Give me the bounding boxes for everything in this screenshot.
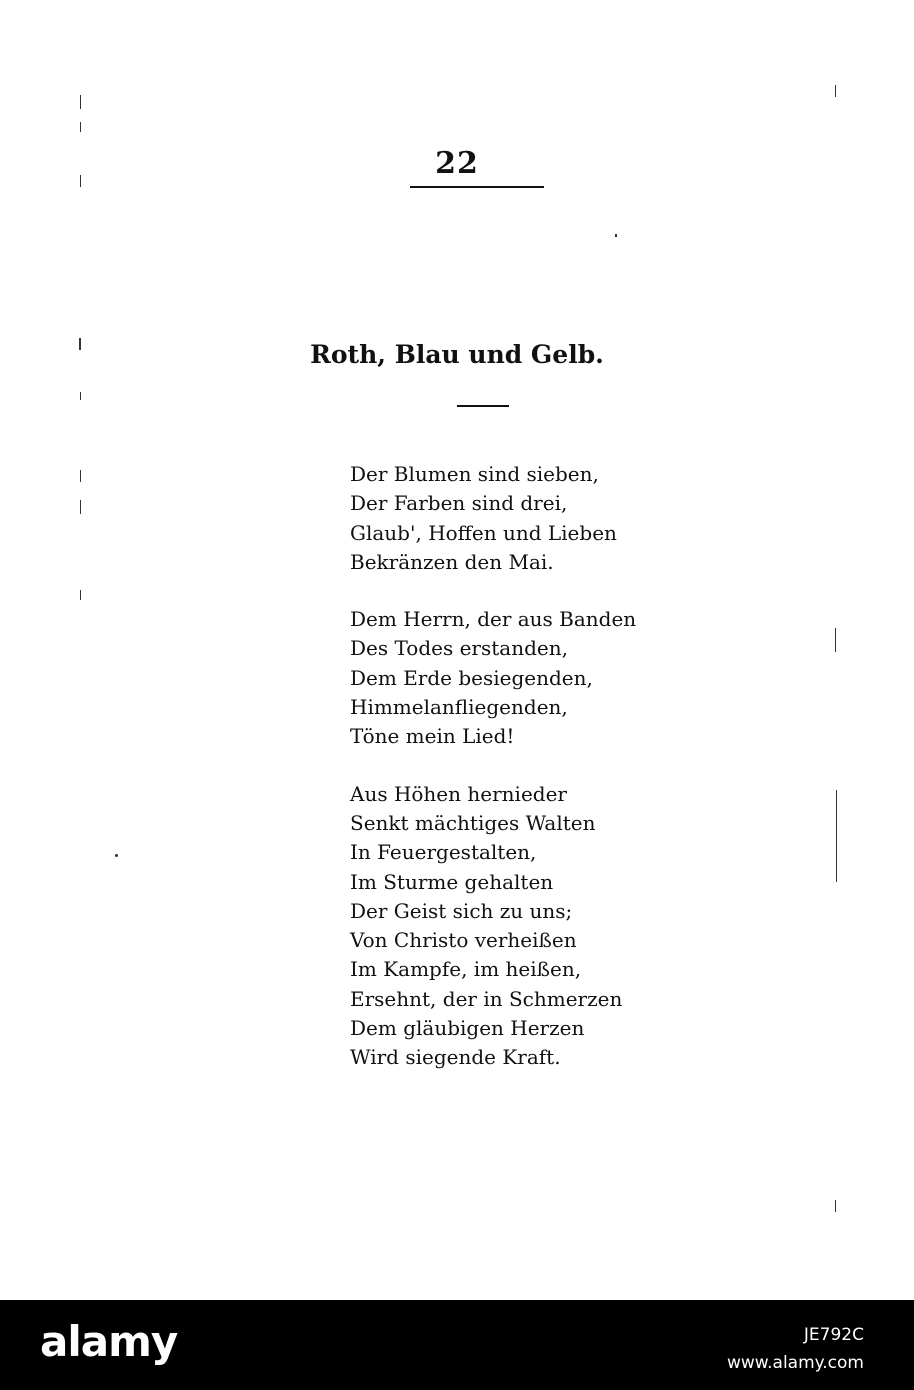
image-id: JE792C [803,1325,864,1345]
scan-mark [80,95,81,109]
stanza [350,460,636,577]
poem-title: Roth, Blau und Gelb. [310,340,604,369]
stanza [350,605,636,751]
poem-line: In Feuergestalten, [350,840,537,865]
scan-mark [835,1200,836,1212]
poem-line: Senkt mächtiges Walten [350,810,596,835]
scan-mark [615,234,617,237]
poem-line: Wird siegende Kraft. [350,1045,561,1070]
scan-mark [79,338,81,350]
scan-mark [80,500,81,514]
scan-mark [80,590,81,600]
poem-line: Im Sturme gehalten [350,869,554,894]
scan-mark [115,854,118,857]
poem-line: Glaub', Hoffen und Lieben [350,520,617,545]
poem-line: Der Farben sind drei, [350,491,568,516]
title-rule [457,405,509,407]
scan-mark [80,175,81,187]
poem-line: Der Geist sich zu uns; [350,898,573,923]
scan-mark [835,85,836,97]
brand-logo[interactable]: alamy [40,1317,178,1366]
poem-line: Himmelanfliegenden, [350,695,568,720]
site-link[interactable]: www.alamy.com [726,1353,864,1373]
poem-line: Bekränzen den Mai. [350,549,554,574]
scan-mark [80,122,81,132]
poem-line: Im Kampfe, im heißen, [350,957,582,982]
poem-line: Töne mein Lied! [350,724,515,749]
poem-line: Dem Herrn, der aus Banden [350,607,637,632]
scan-mark [836,790,837,882]
poem-line: Ersehnt, der in Schmerzen [350,986,623,1011]
poem-line: Aus Höhen hernieder [350,781,567,806]
scan-mark [80,392,81,400]
poem-line: Dem Erde besiegenden, [350,665,593,690]
poem-line: Des Todes erstanden, [350,636,568,661]
scan-mark [835,628,836,652]
poem-line: Dem gläubigen Herzen [350,1016,585,1041]
header-rule [410,186,544,188]
page-number: 22 [435,146,479,181]
poem-body [350,460,636,1101]
scan-mark [80,470,81,482]
stanza [350,780,636,1073]
poem-line: Der Blumen sind sieben, [350,462,599,486]
poem-line: Von Christo verheißen [350,928,577,953]
